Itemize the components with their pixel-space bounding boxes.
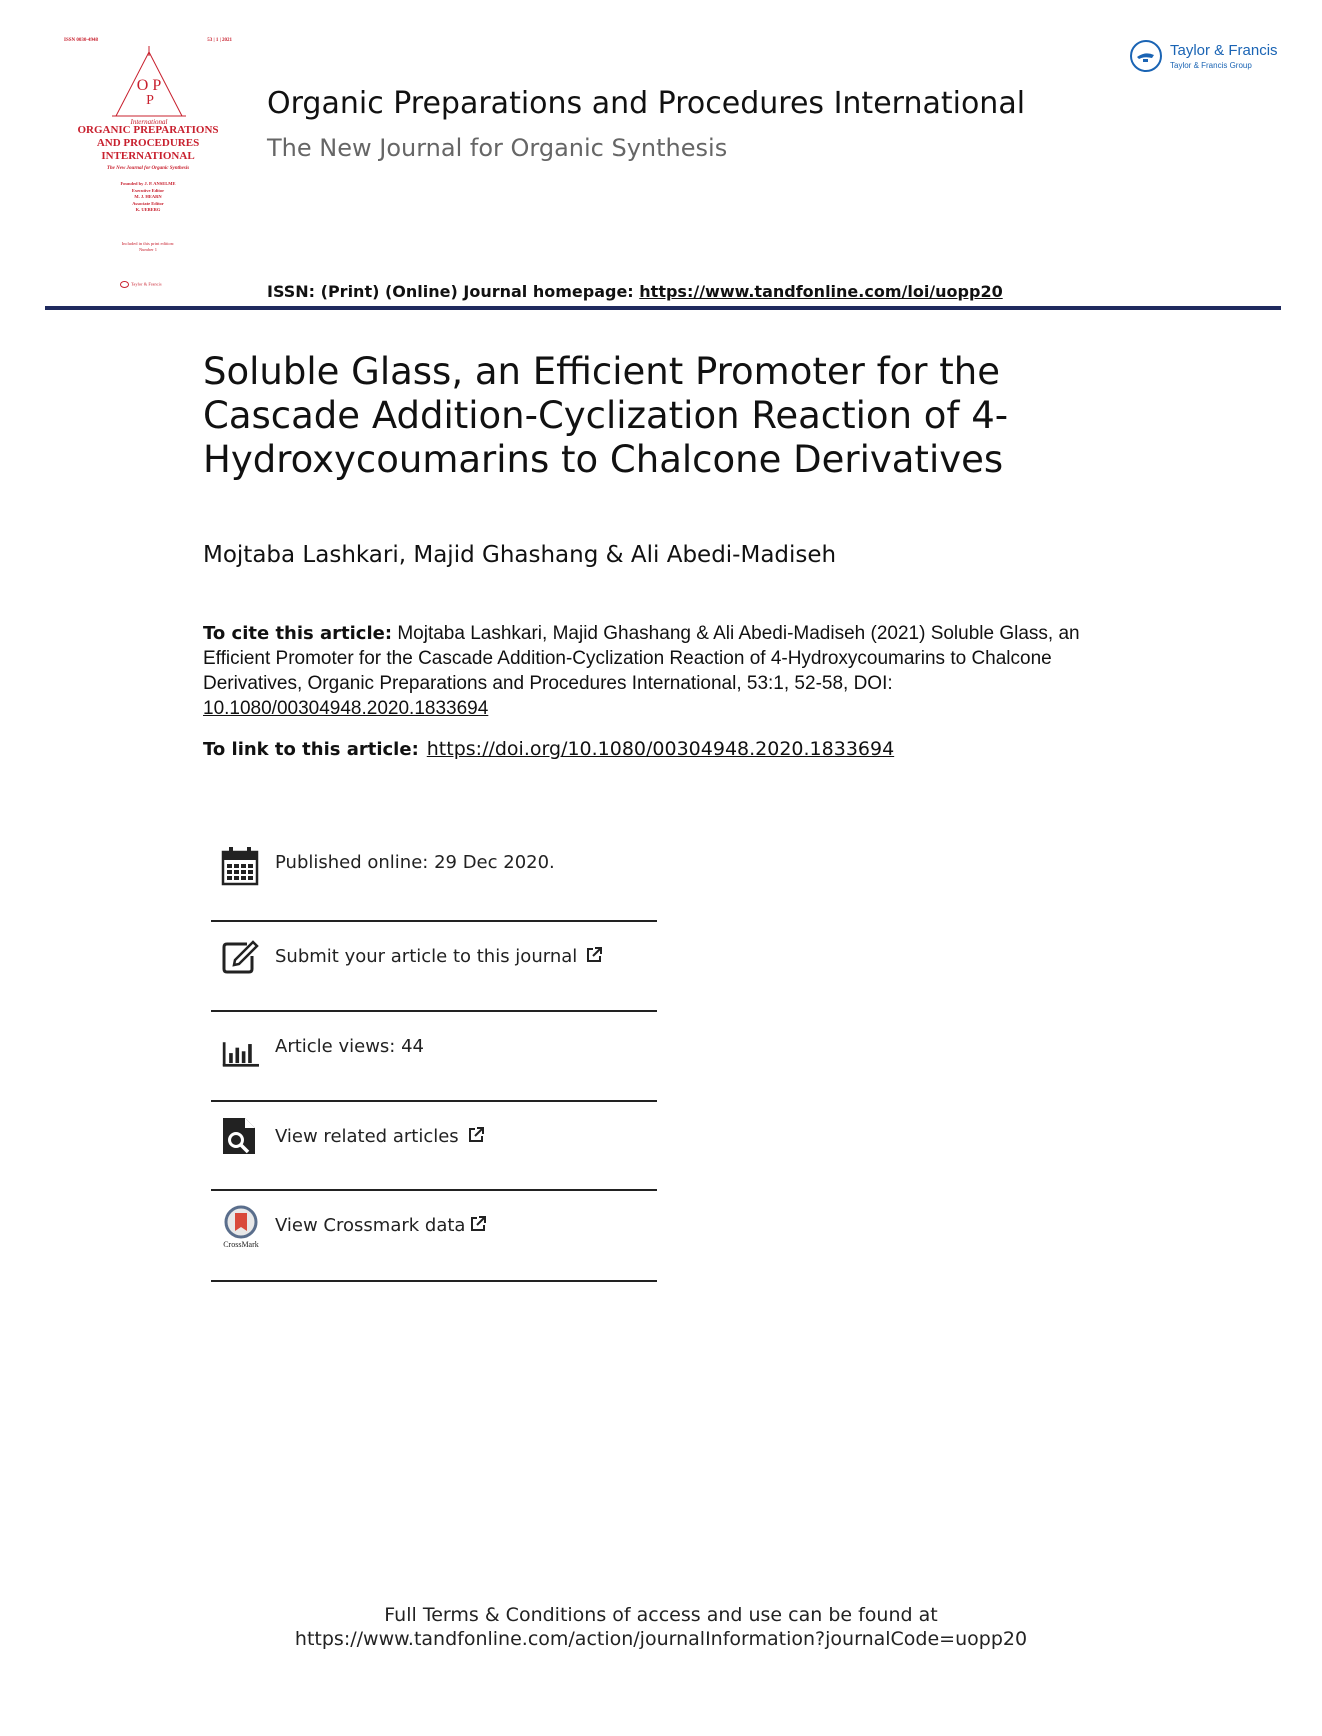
published-online-text: Published online: 29 Dec 2020.	[275, 852, 555, 873]
edit-icon	[221, 936, 259, 976]
tf-lamp-icon	[1130, 40, 1162, 72]
external-link-icon	[467, 1126, 485, 1144]
bar-chart-icon	[221, 1034, 259, 1074]
cover-publisher-icon	[120, 281, 129, 288]
article-views-text: Article views: 44	[275, 1036, 424, 1057]
issn-text: ISSN: (Print) (Online) Journal homepage:	[267, 282, 640, 301]
cover-logo-bottom: P	[146, 93, 154, 108]
crossmark-caption: CrossMark	[223, 1240, 259, 1249]
taylor-francis-logo	[1130, 38, 1290, 78]
cover-staff: Founded by J. P. ANSELME Executive Editor M. J. HEARN Associate Editor K. UEBERG	[120, 181, 176, 212]
article-views-item	[211, 1012, 657, 1102]
related-articles-item[interactable]	[211, 1102, 657, 1191]
terms-footer	[0, 1603, 1322, 1651]
external-link-icon	[469, 1215, 487, 1233]
related-articles-link[interactable]: View related articles	[275, 1126, 485, 1147]
article-link-line	[203, 738, 894, 760]
article-authors: Mojtaba Lashkari, Majid Ghashang & Ali Abedi-Madiseh	[203, 542, 837, 568]
cite-doi-link[interactable]: 10.1080/00304948.2020.1833694	[203, 698, 489, 719]
crossmark-icon	[221, 1205, 261, 1249]
citation-block	[203, 621, 1133, 721]
footer-terms-url[interactable]: https://www.tandfonline.com/action/journalInformation?journalCode=uopp20	[294, 1628, 1028, 1650]
cover-subtitle: The New Journal for Organic Synthesis	[106, 166, 190, 171]
cover-logo-word: International	[130, 118, 168, 126]
cover-volume: 53 | 1 | 2021	[207, 38, 232, 43]
link-label: To link to this article:	[203, 739, 419, 760]
cover-publisher: Taylor & Francis	[120, 281, 162, 288]
article-info-list	[211, 832, 657, 1282]
header-divider	[45, 306, 1281, 310]
journal-cover	[64, 38, 232, 298]
calendar-icon	[221, 846, 259, 886]
cover-issn: ISSN 0030-4948	[64, 38, 99, 43]
footer-line-1: Full Terms & Conditions of access and use can be found at	[384, 1604, 938, 1626]
external-link-icon	[585, 946, 603, 964]
article-doi-link[interactable]: https://doi.org/10.1080/00304948.2020.1833694	[426, 738, 895, 760]
cover-journal-title: ORGANIC PREPARATIONS AND PROCEDURES INTERNATIONAL	[77, 124, 219, 162]
document-search-icon	[221, 1116, 259, 1156]
issn-line	[267, 282, 1003, 301]
tf-name: Taylor & Francis	[1170, 42, 1278, 59]
cover-logo-top: O P	[136, 77, 162, 94]
submit-article-item[interactable]	[211, 922, 657, 1012]
article-title: Soluble Glass, an Efficient Promoter for the Cascade Addition-Cyclization Reaction of 4- Hydroxycoumarins to Chalcone Derivatives	[203, 350, 1009, 481]
journal-title: Organic Preparations and Procedures International	[267, 86, 1026, 121]
journal-subtitle: The New Journal for Organic Synthesis	[267, 134, 728, 162]
journal-homepage-link[interactable]: https://www.tandfonline.com/loi/uopp20	[639, 282, 1003, 301]
cite-label: To cite this article:	[203, 623, 393, 644]
crossmark-link[interactable]: View Crossmark data	[275, 1215, 487, 1236]
crossmark-item[interactable]	[211, 1191, 657, 1282]
tf-group: Taylor & Francis Group	[1170, 61, 1252, 70]
cover-included: Included in this print edition: Number 1	[121, 241, 175, 252]
submit-article-link[interactable]: Submit your article to this journal	[275, 946, 603, 967]
published-online-item	[211, 832, 657, 922]
cite-text: Mojtaba Lashkari, Majid Ghashang & Ali Abedi-Madiseh (2021) Soluble Glass, an Efficient Promoter for the Cascade Addition-Cyclization Reaction of 4-Hydroxycoumarins to Chalcone Derivatives, Organic Preparations and Procedures International, 53:1, 52-58, DOI:	[203, 623, 1080, 694]
opp-logo-icon	[104, 46, 194, 126]
